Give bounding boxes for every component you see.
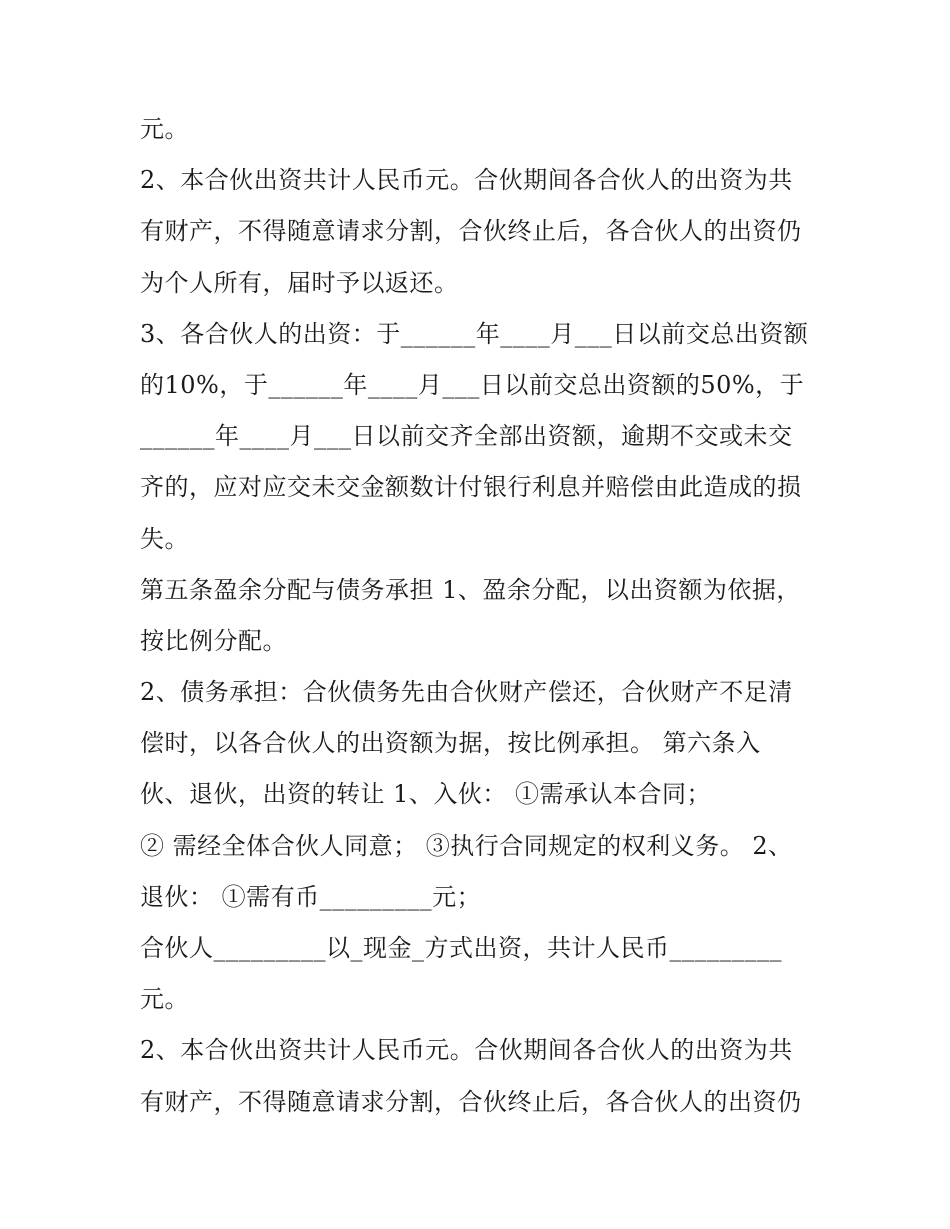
text-line: 有财产，不得随意请求分割，合伙终止后，各合伙人的出资仍 [140,1087,802,1116]
text-line: 齐的，应对应交未交金额数计付银行利息并赔偿由此造成的损 [140,473,802,502]
text-line: 退伙： ①需有币_________元； [140,882,482,911]
text-line: 失。 [140,524,189,553]
text-line: 的10%，于______年____月___日以前交总出资额的50%，于 [140,370,805,399]
text-line: ② 需经全体合伙人同意； ③执行合同规定的权利义务。 2、 [140,831,793,860]
text-line: 合伙人_________以_现金_方式出资，共计人民币_________ [140,934,782,962]
text-line: ______年____月___日以前交齐全部出资额，逾期不交或未交 [140,422,793,451]
text-line: 元。 [140,985,189,1014]
text-line: 有财产，不得随意请求分割，合伙终止后，各合伙人的出资仍 [140,217,802,246]
text-line: 伙、退伙，出资的转让 1、入伙： ①需承认本合同； [140,780,712,809]
text-line: 偿时，以各合伙人的出资额为据，按比例承担。 第六条入 [140,729,761,758]
text-line: 第五条盈余分配与债务承担 1、盈余分配，以出资额为依据， [140,575,801,604]
text-line: 为个人所有，届时予以返还。 [140,268,459,297]
text-line: 3、各合伙人的出资：于______年____月___日以前交总出资额 [140,319,809,348]
text-line: 按比例分配。 [140,626,287,655]
text-line: 2、债务承担：合伙债务先由合伙财产偿还，合伙财产不足清 [140,678,793,707]
text-line: 2、本合伙出资共计人民币元。合伙期间各合伙人的出资为共 [140,1036,793,1065]
text-line: 元。 [140,115,189,143]
text-line: 2、本合伙出资共计人民币元。合伙期间各合伙人的出资为共 [140,166,793,195]
document-body [140,104,820,1128]
